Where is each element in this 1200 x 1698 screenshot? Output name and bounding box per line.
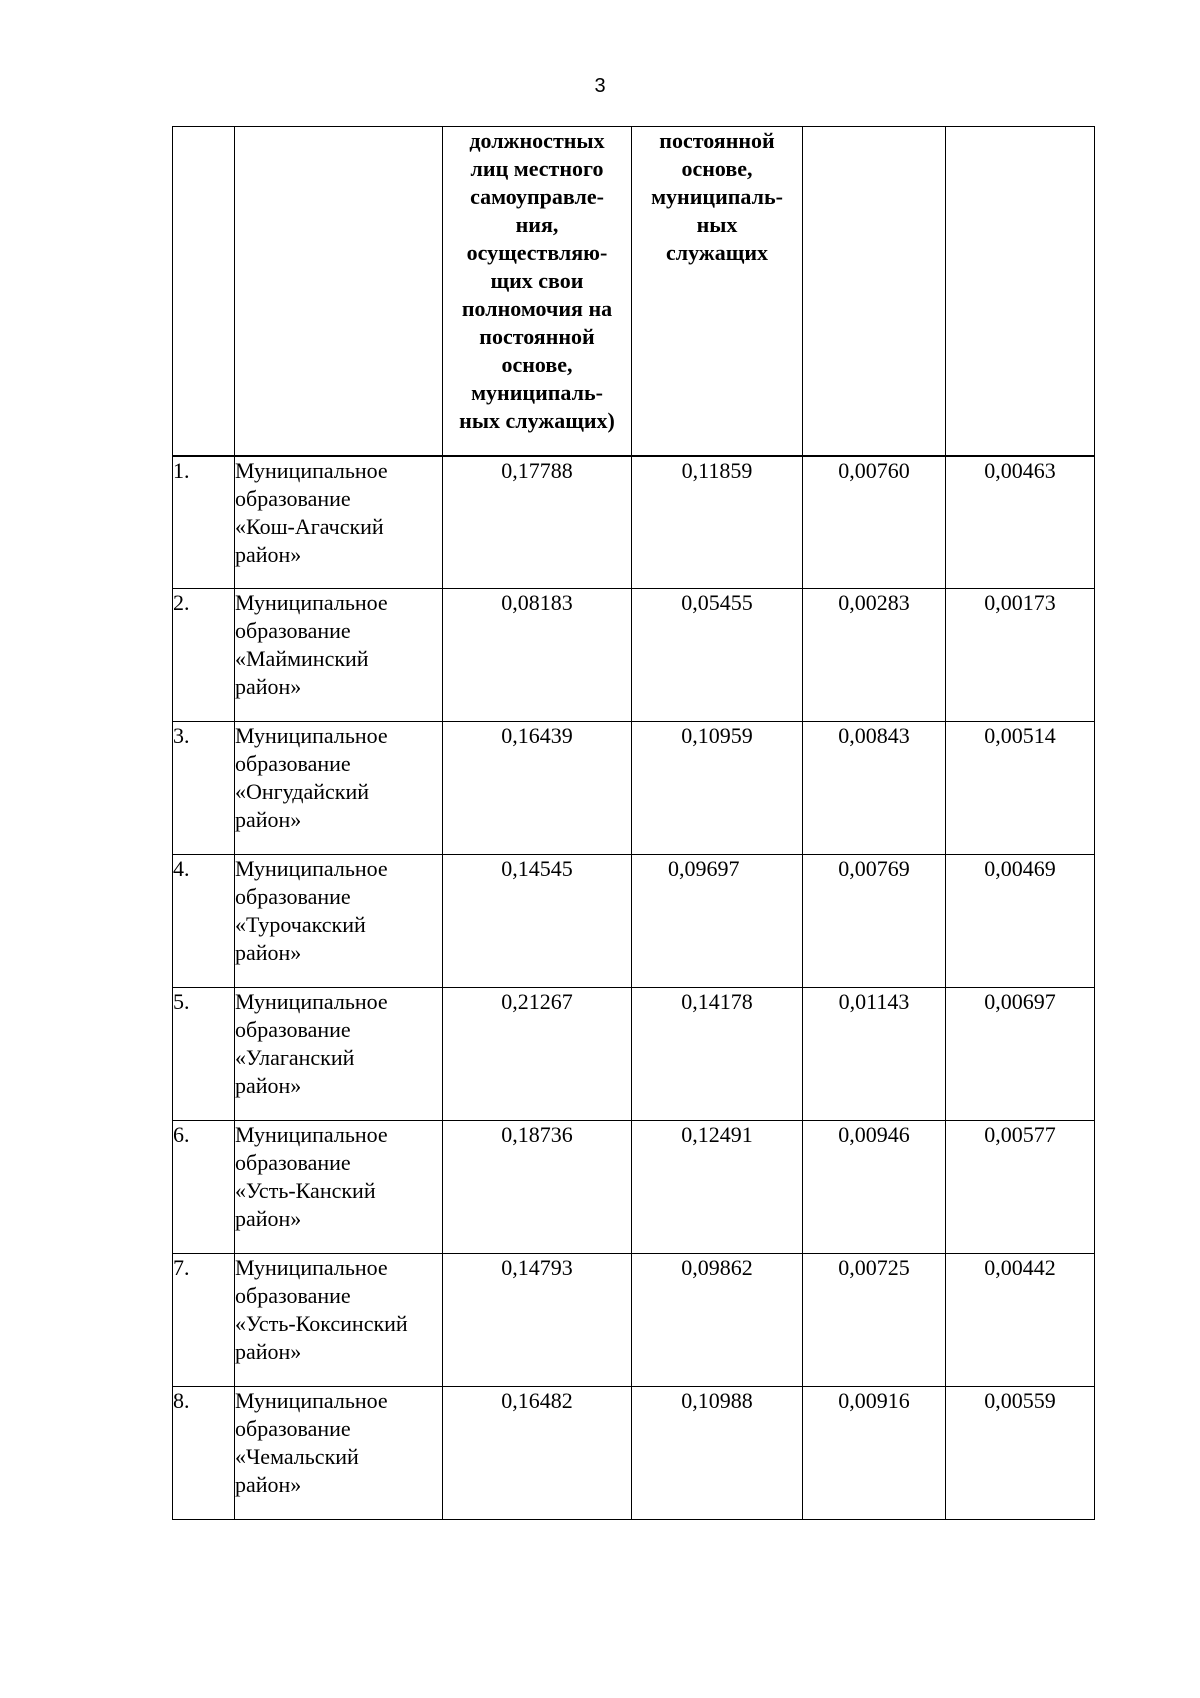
table-row [173, 589, 1095, 722]
header-col3-line: осуществляю- [466, 240, 608, 265]
row-number: 1. [173, 456, 235, 589]
row-number: 3. [173, 722, 235, 855]
municipality-name-line: «Турочакский [235, 912, 366, 937]
header-col3-line: ния, [515, 212, 559, 237]
municipality-name-line: образование [235, 1283, 351, 1308]
value-cell-v2: 0,14178 [632, 988, 803, 1121]
header-row [173, 127, 1095, 456]
value-cell-v3: 0,00916 [803, 1387, 946, 1520]
municipality-name-line: образование [235, 485, 351, 511]
value-cell-v1: 0,17788 [443, 456, 632, 589]
row-number: 4. [173, 855, 235, 988]
value-cell-v1: 0,16439 [443, 722, 632, 855]
value-cell-v2: 0,05455 [632, 589, 803, 722]
data-table [172, 126, 1095, 1520]
municipality-name-line: район» [235, 1073, 302, 1098]
table-row [173, 1254, 1095, 1387]
value-cell-v1: 0,18736 [443, 1121, 632, 1254]
municipality-name [235, 589, 443, 722]
header-cell-col4 [632, 127, 803, 456]
header-col3-line: полномочия на [461, 296, 613, 321]
header-col4-line: муниципаль- [651, 184, 783, 209]
municipality-name-line: район» [235, 1472, 302, 1497]
header-cell-name [235, 127, 443, 456]
value-cell-v2: 0,11859 [632, 456, 803, 589]
municipality-name [235, 855, 443, 988]
value-cell-v3: 0,00283 [803, 589, 946, 722]
municipality-name-line: Муниципальное [235, 856, 388, 881]
value-cell-v2: 0,09862 [632, 1254, 803, 1387]
municipality-name-line: «Чемальский [235, 1444, 359, 1469]
municipality-name-line: Муниципальное [235, 1122, 388, 1147]
header-col4-line: основе, [681, 156, 753, 181]
value-cell-v2: 0,10988 [632, 1387, 803, 1520]
municipality-name-line: Муниципальное [235, 457, 388, 483]
municipality-name-line: образование [235, 1017, 351, 1042]
value-cell-v4: 0,00442 [946, 1254, 1095, 1387]
header-col3-line: лиц местного [470, 156, 604, 181]
table-row [173, 988, 1095, 1121]
table-row [173, 456, 1095, 589]
municipality-name-line: образование [235, 751, 351, 776]
value-cell-v1: 0,16482 [443, 1387, 632, 1520]
municipality-name-line: Муниципальное [235, 1388, 388, 1413]
header-col3-line: постоянной [479, 324, 595, 349]
header-col3-line: основе, [501, 352, 573, 377]
value-cell-v2: 0,10959 [632, 722, 803, 855]
municipality-name-line: образование [235, 1416, 351, 1441]
value-cell-v3: 0,01143 [803, 988, 946, 1121]
header-cell-col3 [443, 127, 632, 456]
municipality-name-line: «Усть-Канский [235, 1178, 376, 1203]
value-cell-v4: 0,00469 [946, 855, 1095, 988]
value-cell-v1: 0,14793 [443, 1254, 632, 1387]
page-number: 3 [594, 75, 606, 97]
municipality-name-line: «Кош-Агачский [235, 513, 384, 539]
table-row [173, 1387, 1095, 1520]
municipality-name-line: «Усть-Коксинский [235, 1311, 408, 1336]
table-row [173, 722, 1095, 855]
value-cell-v4: 0,00577 [946, 1121, 1095, 1254]
header-col3-line: муниципаль- [471, 380, 603, 405]
municipality-name-line: «Майминский [235, 646, 369, 671]
municipality-name-line: Муниципальное [235, 723, 388, 748]
municipality-name [235, 1387, 443, 1520]
municipality-name [235, 1121, 443, 1254]
header-cell-num [173, 127, 235, 456]
value-cell-v4: 0,00559 [946, 1387, 1095, 1520]
table-row [173, 1121, 1095, 1254]
row-number: 7. [173, 1254, 235, 1387]
municipality-name-line: «Улаганский [235, 1045, 355, 1070]
municipality-name-line: район» [235, 541, 302, 567]
municipality-name-line: образование [235, 1150, 351, 1175]
municipality-name-line: район» [235, 807, 302, 832]
municipality-name-line: район» [235, 1339, 302, 1364]
value-cell-v4: 0,00173 [946, 589, 1095, 722]
municipality-name-line: Муниципальное [235, 590, 388, 615]
row-number: 2. [173, 589, 235, 722]
value-cell-v3: 0,00843 [803, 722, 946, 855]
municipality-name [235, 456, 443, 589]
value-cell-v4: 0,00514 [946, 722, 1095, 855]
value-cell-v3: 0,00769 [803, 855, 946, 988]
header-col3-line: должностных [469, 128, 605, 153]
table-row [173, 855, 1095, 988]
municipality-name-line: образование [235, 618, 351, 643]
row-number: 8. [173, 1387, 235, 1520]
header-cell-col5 [803, 127, 946, 456]
header-col4-line: служащих [665, 240, 769, 265]
municipality-name-line: образование [235, 884, 351, 909]
value-cell-v2: 0,09697 [632, 855, 803, 988]
value-cell-v4: 0,00697 [946, 988, 1095, 1121]
row-number: 5. [173, 988, 235, 1121]
municipality-name [235, 988, 443, 1121]
value-cell-v1: 0,14545 [443, 855, 632, 988]
municipality-name [235, 722, 443, 855]
header-cell-col6 [946, 127, 1095, 456]
municipality-name-line: Муниципальное [235, 989, 388, 1014]
municipality-name-line: район» [235, 674, 302, 699]
municipality-name [235, 1254, 443, 1387]
value-cell-v2: 0,12491 [632, 1121, 803, 1254]
row-number: 6. [173, 1121, 235, 1254]
value-cell-v1: 0,21267 [443, 988, 632, 1121]
value-cell-v3: 0,00760 [803, 456, 946, 589]
municipality-name-line: Муниципальное [235, 1255, 388, 1280]
value-cell-v1: 0,08183 [443, 589, 632, 722]
value-cell-v4: 0,00463 [946, 456, 1095, 589]
header-col3-line: самоуправле- [470, 184, 604, 209]
municipality-name-line: район» [235, 940, 302, 965]
header-col3-line: щих свои [490, 268, 584, 293]
header-col4-line: постоянной [659, 128, 775, 153]
municipality-name-line: район» [235, 1206, 302, 1231]
header-col3-line: ных служащих) [459, 408, 615, 433]
header-col4-line: ных [696, 212, 738, 237]
municipality-name-line: «Онгудайский [235, 779, 370, 804]
value-cell-v3: 0,00725 [803, 1254, 946, 1387]
value-cell-v3: 0,00946 [803, 1121, 946, 1254]
